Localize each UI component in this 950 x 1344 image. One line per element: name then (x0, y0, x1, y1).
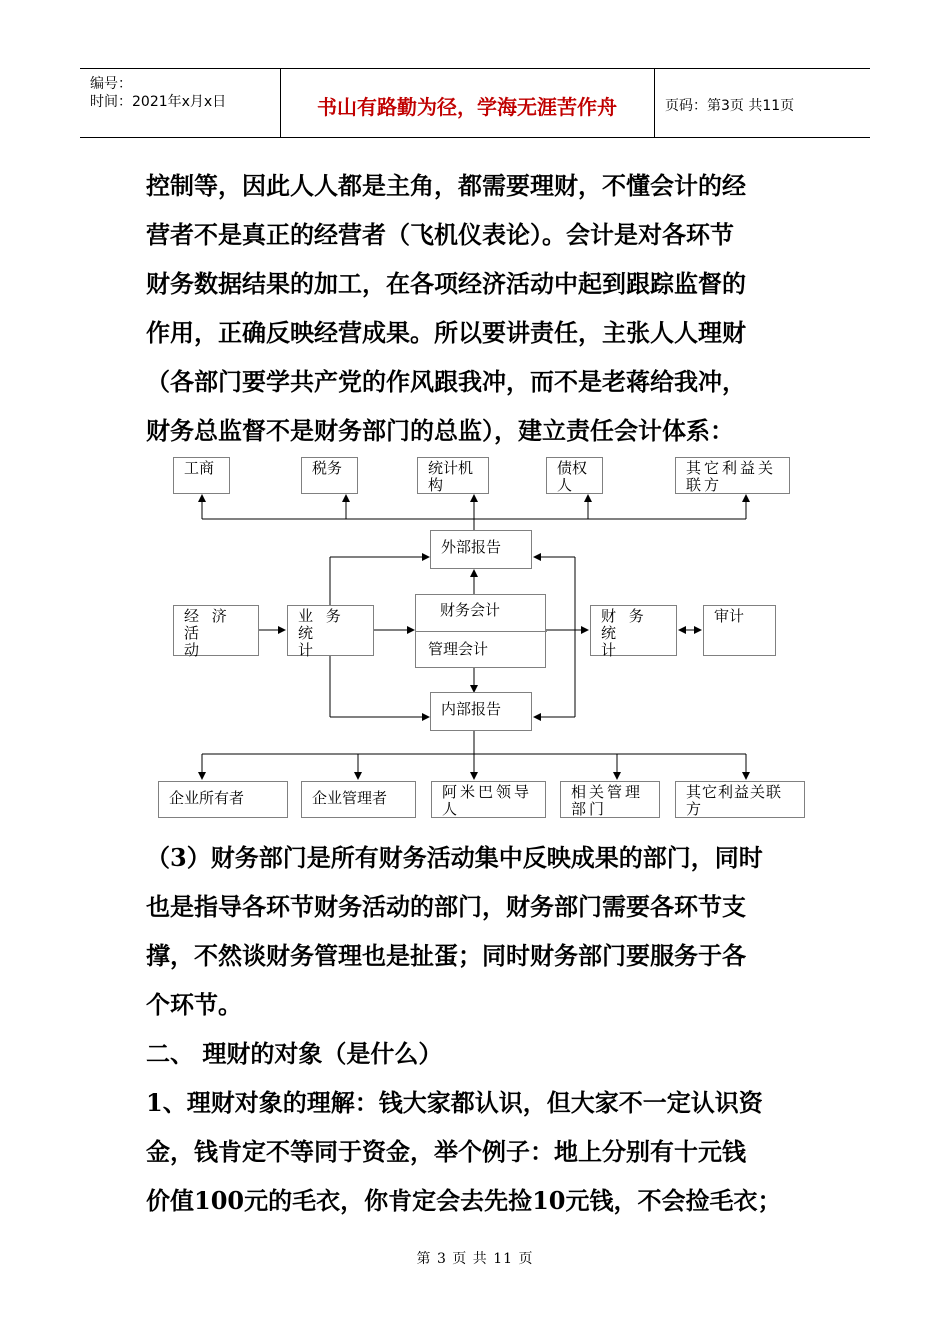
text-line: 营者不是真正的经营者（飞机仪表论）。会计是对各环节 (146, 220, 734, 249)
divider (416, 631, 547, 632)
box-label: 其它利益关联 (686, 783, 783, 801)
text-line: （各部门要学共产党的作风跟我冲，而不是老蒋给我冲， (146, 367, 746, 396)
box-label: 企业所有者 (169, 789, 245, 807)
box-internal-report (430, 692, 532, 731)
paragraph-2 (146, 833, 816, 1225)
text-line: 也是指导各环节财务活动的部门，财务部门需要各环节支 (146, 892, 746, 921)
text-line: 财务总监督不是财务部门的总监），建立责任会计体系： (146, 416, 734, 445)
time-label: 时间：2021年x月x日 (90, 94, 227, 110)
box-external-report (430, 530, 532, 569)
box-label: 计 (601, 641, 621, 659)
box-label: 人 (557, 476, 573, 494)
box-amoeba-leader (431, 781, 546, 818)
box-label: 部门 (571, 800, 608, 818)
box-label: 计 (298, 641, 318, 659)
box-label: 审计 (714, 607, 745, 625)
box-industry-commerce (173, 457, 230, 494)
box-label: 人 (442, 800, 461, 818)
box-label: 财 务 统 (601, 607, 648, 642)
box-label: 经 济 活 (184, 607, 231, 642)
box-financial-statistics (590, 605, 677, 659)
box-business-statistics (287, 605, 374, 659)
box-managers (301, 781, 416, 818)
box-label: 其它利益关 (686, 459, 777, 477)
financial-accounting-label: 财务会计 (440, 601, 501, 619)
text-line: 作用，正确反映经营成果。所以要讲责任，主张人人理财 (146, 318, 746, 347)
box-label: 联方 (686, 476, 723, 494)
number-label: 编号： (90, 76, 132, 92)
box-label: 动 (184, 641, 204, 659)
box-label: 构 (428, 476, 444, 494)
header-motto: 书山有路勤为径，学海无涯苦作舟 (317, 95, 617, 119)
box-tax (301, 457, 358, 494)
text-line: 1、理财对象的理解：钱大家都认识，但大家不一定认识资 (146, 1088, 763, 1117)
box-label: 阿米巴领导 (442, 783, 533, 801)
box-audit (703, 605, 776, 656)
section-heading: 二、 理财的对象（是什么） (146, 1039, 443, 1068)
box-label: 债权 (557, 459, 588, 477)
box-label: 方 (686, 800, 703, 818)
box-label: 税务 (312, 459, 343, 477)
box-label: 外部报告 (441, 538, 502, 556)
box-accounting-core (415, 594, 546, 668)
text-line: 价值100元的毛衣，你肯定会去先捡10元钱，不会捡毛衣； (146, 1186, 782, 1215)
page-footer: 第 3 页 共 11 页 (416, 1251, 534, 1267)
box-label: 统计机 (428, 459, 474, 477)
box-economic-activity (173, 605, 259, 659)
box-label: 内部报告 (441, 700, 502, 718)
box-label: 企业管理者 (312, 789, 388, 807)
box-statistics-agency (417, 457, 489, 494)
box-label: 业 务 统 (298, 607, 345, 642)
text-line: 控制等，因此人人都是主角，都需要理财，不懂会计的经 (146, 171, 746, 200)
box-creditors (546, 457, 603, 494)
management-accounting-label: 管理会计 (428, 640, 489, 658)
page-info: 页码：第3页 共11页 (665, 98, 795, 114)
box-related-departments (560, 781, 660, 818)
text-line: 撑，不然谈财务管理也是扯蛋；同时财务部门要服务于各 (146, 941, 746, 970)
text-line: 个环节。 (146, 990, 242, 1019)
text-line: 财务数据结果的加工，在各项经济活动中起到跟踪监督的 (146, 269, 746, 298)
box-owners (158, 781, 288, 818)
text-line: 金，钱肯定不等同于资金，举个例子：地上分别有十元钱 (146, 1137, 746, 1166)
text-line: （3）财务部门是所有财务活动集中反映成果的部门，同时 (146, 843, 763, 872)
box-other-stakeholders-bottom (675, 781, 805, 818)
box-other-stakeholders-top (675, 457, 790, 494)
box-label: 相关管理 (571, 783, 644, 801)
box-label: 工商 (184, 459, 215, 477)
